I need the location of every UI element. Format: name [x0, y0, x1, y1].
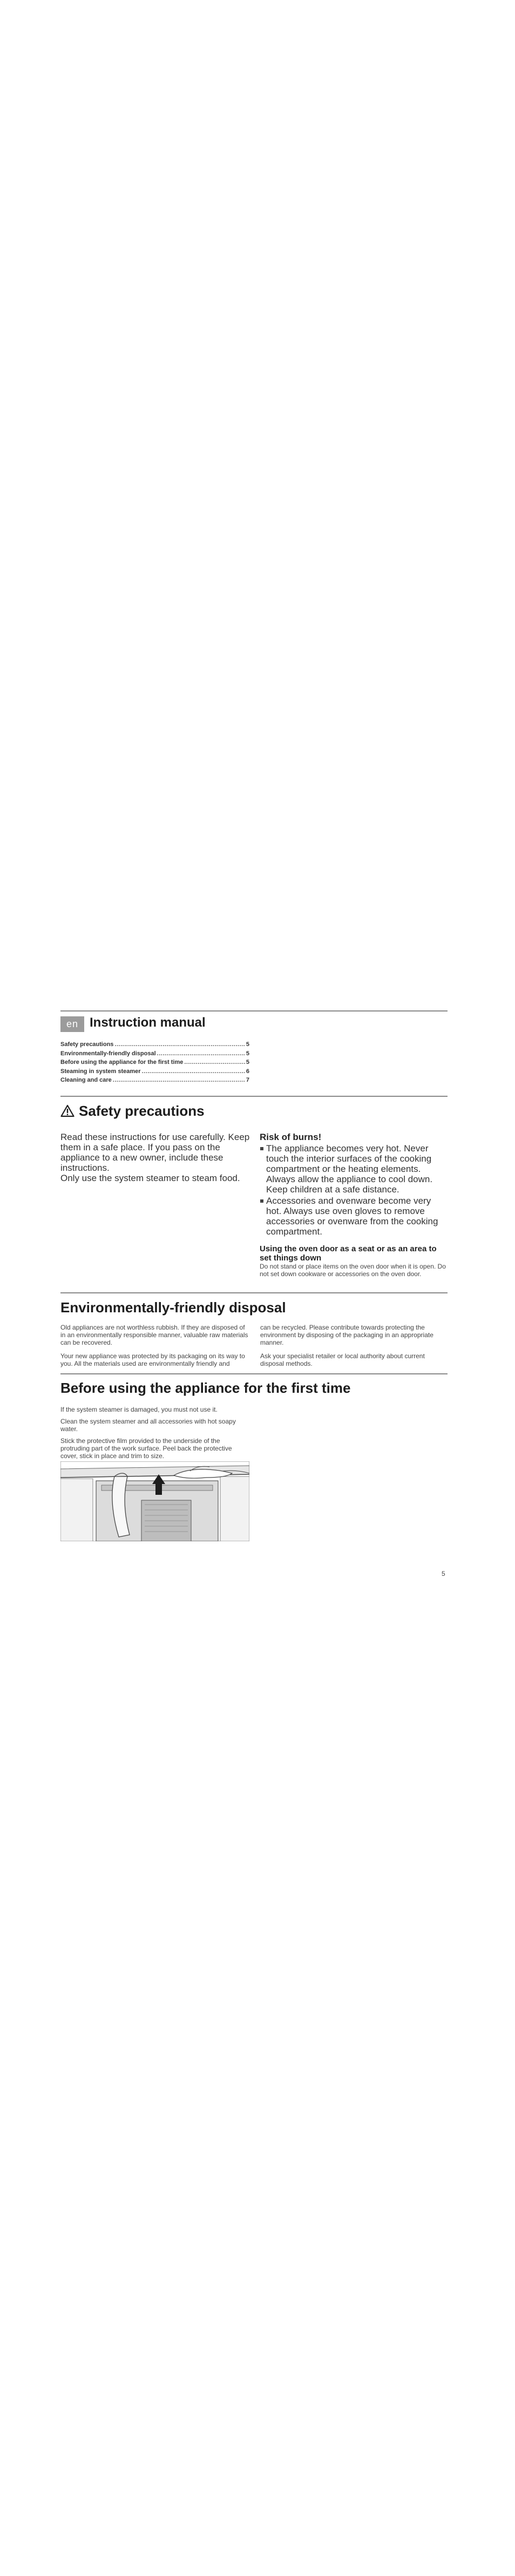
page-number: 5 [442, 1570, 445, 1577]
first-use-column [60, 1406, 249, 1464]
section-rule [60, 1096, 448, 1097]
warning-triangle-icon [60, 1104, 74, 1117]
manual-title: Instruction manual [90, 1015, 206, 1030]
environment-paragraph: Your new appliance was protected by its packaging on its way to you. All the materials used are environmentally friendly and [60, 1352, 245, 1367]
safety-intro-paragraph: Read these instructions for use carefully. Keep them in a safe place. If you pass on the appliance to a new owner, include these instructions. [60, 1132, 250, 1173]
toc-entry[interactable] [60, 1049, 249, 1058]
first-use-paragraph: Stick the protective film provided to the underside of the protruding part of the work surface. Peel back the protective cover, stick in place and trim to size. [60, 1437, 232, 1460]
environment-paragraph: Old appliances are not worthless rubbish. If they are disposed of in an environmentally responsible manner, valuable raw materials can be recovered. [60, 1324, 248, 1346]
environment-right-column [260, 1324, 448, 1373]
risk-of-burns-heading: Risk of burns! [260, 1132, 322, 1142]
toc-entry-label: Before using the appliance for the first time [60, 1059, 184, 1066]
section-title-first-use: Before using the appliance for the first time [60, 1380, 351, 1396]
safety-intro-paragraph: Only use the system steamer to steam food. [60, 1173, 240, 1183]
toc-entry-label: Steaming in system steamer [60, 1068, 141, 1075]
toc-entry[interactable] [60, 1067, 249, 1076]
toc-entry[interactable] [60, 1076, 249, 1085]
safety-warnings [260, 1132, 449, 1278]
table-of-contents [60, 1040, 249, 1085]
toc-entry-page: 5 [246, 1050, 249, 1057]
list-item: The appliance becomes very hot. Never touch the interior surfaces of the cooking compartment or the heating elements. Always allow the appliance to cool down. Keep children at a safe distance. [260, 1143, 449, 1195]
toc-leader-dots [113, 1076, 245, 1085]
section-title-safety: Safety precautions [79, 1103, 205, 1119]
protective-film-illustration [60, 1461, 249, 1541]
toc-leader-dots [142, 1067, 245, 1076]
language-badge: en [60, 1016, 84, 1032]
toc-entry-page: 7 [246, 1077, 249, 1083]
toc-entry-page: 6 [246, 1068, 249, 1075]
toc-leader-dots [157, 1049, 245, 1058]
list-item: Accessories and ovenware become very hot. Always use oven gloves to remove accessories or ovenware from the cooking compartment. [260, 1196, 449, 1237]
toc-entry-page: 5 [246, 1041, 249, 1048]
environment-paragraph: can be recycled. Please contribute towards protecting the environment by disposing of the packaging in an appropriate manner. [260, 1324, 433, 1346]
oven-door-heading: Using the oven door as a seat or as an area to set things down [260, 1244, 437, 1263]
header-rule-top [60, 1010, 448, 1011]
environment-left-column [60, 1324, 249, 1373]
section-rule [60, 1292, 448, 1293]
first-use-paragraph: If the system steamer is damaged, you must not use it. [60, 1406, 218, 1413]
toc-leader-dots [114, 1040, 245, 1049]
toc-entry-label: Cleaning and care [60, 1077, 112, 1083]
section-rule [60, 1373, 448, 1374]
toc-entry-page: 5 [246, 1059, 249, 1066]
burns-list [260, 1143, 449, 1237]
section-title-environment: Environmentally-friendly disposal [60, 1299, 286, 1316]
oven-door-text [260, 1263, 449, 1278]
environment-paragraph: Ask your specialist retailer or local authority about current disposal methods. [260, 1352, 425, 1367]
toc-entry[interactable] [60, 1040, 249, 1049]
toc-entry-label: Safety precautions [60, 1041, 114, 1048]
oven-door-paragraph: Do not stand or place items on the oven door when it is open. Do not set down cookware or accessories on the oven door. [260, 1263, 446, 1278]
safety-intro [60, 1132, 250, 1183]
toc-leader-dots [184, 1058, 245, 1067]
toc-entry-label: Environmentally-friendly disposal [60, 1050, 156, 1057]
first-use-paragraph: Clean the system steamer and all accessories with hot soapy water. [60, 1418, 236, 1433]
toc-entry[interactable] [60, 1058, 249, 1067]
